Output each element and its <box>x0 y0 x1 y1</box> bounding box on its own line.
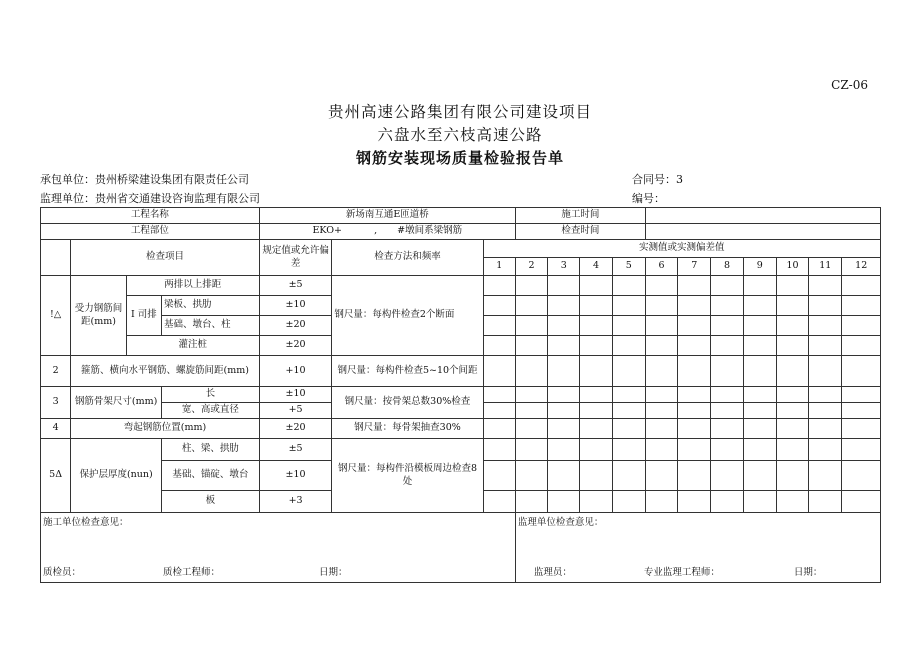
row1-item: 受力钢筋间距(mm) <box>71 276 126 356</box>
col-number: 12 <box>842 258 881 276</box>
measure-cell[interactable] <box>645 419 677 439</box>
date-right-label: 日期： <box>793 567 823 579</box>
measure-cell[interactable] <box>548 276 580 296</box>
measure-cell[interactable] <box>776 356 808 387</box>
method-header: 检查方法和频率 <box>332 240 483 276</box>
row1-sub: I 司排 <box>126 296 161 336</box>
row2-method: 钢尺量：每构件检查5~10个间距 <box>332 356 483 387</box>
measure-cell[interactable] <box>711 403 743 419</box>
measure-cell[interactable] <box>483 387 515 403</box>
measure-cell[interactable] <box>548 316 580 336</box>
measure-cell[interactable] <box>776 316 808 336</box>
row5-a-label: 柱、梁、拱肋 <box>161 439 259 461</box>
supervision-opinion-box[interactable] <box>515 513 880 583</box>
measure-cell[interactable] <box>776 491 808 513</box>
measure-cell[interactable] <box>776 419 808 439</box>
row4-method: 钢尺量：每骨架抽查30% <box>332 419 483 439</box>
measure-cell[interactable] <box>612 296 645 316</box>
supervision-unit: 监理单位：贵州省交通建设咨询监理有限公司 <box>40 192 260 205</box>
measure-cell[interactable] <box>743 461 776 491</box>
row5-c-label: 板 <box>161 491 259 513</box>
measure-cell[interactable] <box>548 419 580 439</box>
measure-cell[interactable] <box>776 403 808 419</box>
measure-cell[interactable] <box>809 296 842 316</box>
measure-cell[interactable] <box>612 439 645 461</box>
col-number: 1 <box>483 258 515 276</box>
measure-cell[interactable] <box>548 356 580 387</box>
measure-cell[interactable] <box>515 439 547 461</box>
measure-cell[interactable] <box>483 296 515 316</box>
measure-cell[interactable] <box>743 419 776 439</box>
measure-cell[interactable] <box>776 296 808 316</box>
measure-cell[interactable] <box>483 461 515 491</box>
measure-cell[interactable] <box>580 439 612 461</box>
measure-cell[interactable] <box>711 491 743 513</box>
measure-cell[interactable] <box>678 403 711 419</box>
title-form: 钢筋安装现场质量检验报告单 <box>355 149 564 167</box>
project-name-label: 工程名称 <box>41 208 260 224</box>
measure-cell[interactable] <box>743 296 776 316</box>
col-number: 6 <box>645 258 677 276</box>
measure-cell[interactable] <box>548 491 580 513</box>
measure-cell[interactable] <box>515 387 547 403</box>
measure-cell[interactable] <box>580 336 612 356</box>
measure-cell[interactable] <box>678 439 711 461</box>
row5-number: 5Δ <box>41 439 71 513</box>
measure-cell[interactable] <box>612 276 645 296</box>
measure-cell[interactable] <box>743 356 776 387</box>
measure-cell[interactable] <box>645 316 677 336</box>
measure-cell[interactable] <box>809 316 842 336</box>
measure-cell[interactable] <box>743 491 776 513</box>
row3-b-label: 宽、高或直径 <box>161 403 259 419</box>
measure-cell[interactable] <box>548 403 580 419</box>
check-time-label: 检查时间 <box>515 224 645 240</box>
measure-cell[interactable] <box>645 439 677 461</box>
measure-cell[interactable] <box>548 439 580 461</box>
measure-cell[interactable] <box>809 336 842 356</box>
measure-cell[interactable] <box>678 461 711 491</box>
measure-cell[interactable] <box>711 276 743 296</box>
measure-cell[interactable] <box>743 439 776 461</box>
measure-cell[interactable] <box>580 356 612 387</box>
measure-cell[interactable] <box>515 296 547 316</box>
measure-cell[interactable] <box>678 276 711 296</box>
measure-cell[interactable] <box>842 403 881 419</box>
measure-cell[interactable] <box>776 439 808 461</box>
row3-number: 3 <box>41 387 71 419</box>
row2-number: 2 <box>41 356 71 387</box>
measure-cell[interactable] <box>548 387 580 403</box>
row4-value: ±20 <box>259 419 332 439</box>
measure-cell[interactable] <box>515 336 547 356</box>
measure-cell[interactable] <box>711 336 743 356</box>
measure-cell[interactable] <box>743 336 776 356</box>
construction-opinion-label: 施工单位检查意见： <box>43 517 129 528</box>
measure-cell[interactable] <box>711 387 743 403</box>
measure-cell[interactable] <box>842 296 881 316</box>
measure-cell[interactable] <box>515 461 547 491</box>
measure-cell[interactable] <box>483 316 515 336</box>
measure-cell[interactable] <box>548 296 580 316</box>
special-engineer-label: 专业监理工程师： <box>643 567 720 579</box>
measure-cell[interactable] <box>483 356 515 387</box>
measure-cell[interactable] <box>645 276 677 296</box>
measure-cell[interactable] <box>743 387 776 403</box>
row2-item: 箍筋、横向水平钢筋、螺旋筋间距(mm) <box>71 356 260 387</box>
measure-cell[interactable] <box>612 491 645 513</box>
measure-cell[interactable] <box>842 491 881 513</box>
measure-cell[interactable] <box>548 336 580 356</box>
row5-b-label: 基础、锚碇、墩台 <box>161 461 259 491</box>
project-name-value: 新场南互通E匝道桥 <box>259 208 515 224</box>
measure-cell[interactable] <box>678 336 711 356</box>
measure-cell[interactable] <box>743 403 776 419</box>
col-number: 11 <box>809 258 842 276</box>
date-left-label: 日期： <box>319 567 348 579</box>
measure-cell[interactable] <box>743 276 776 296</box>
measure-cell[interactable] <box>842 356 881 387</box>
check-time-value[interactable] <box>645 224 880 240</box>
measure-cell[interactable] <box>515 276 547 296</box>
measure-cell[interactable] <box>515 491 547 513</box>
measure-cell[interactable] <box>842 336 881 356</box>
measure-cell[interactable] <box>678 316 711 336</box>
construction-opinion-box[interactable] <box>41 513 516 583</box>
measure-cell[interactable] <box>612 461 645 491</box>
measure-cell[interactable] <box>612 419 645 439</box>
measure-cell[interactable] <box>645 491 677 513</box>
measure-cell[interactable] <box>711 439 743 461</box>
col-number: 7 <box>678 258 711 276</box>
measure-cell[interactable] <box>645 403 677 419</box>
measure-cell[interactable] <box>515 356 547 387</box>
row3-method: 钢尺量：按骨架总数30%检查 <box>332 387 483 419</box>
title-project: 六盘水至六枝高速公路 <box>377 126 543 144</box>
measure-cell[interactable] <box>678 387 711 403</box>
measure-cell[interactable] <box>678 419 711 439</box>
row1-method: 钢尺量：每构件检查2个断面 <box>332 276 483 356</box>
col-number: 8 <box>711 258 743 276</box>
measure-cell[interactable] <box>515 419 547 439</box>
measure-cell[interactable] <box>580 491 612 513</box>
row4-item: 弯起钢筋位置(mm) <box>71 419 260 439</box>
row3-a-label: 长 <box>161 387 259 403</box>
measure-cell[interactable] <box>645 461 677 491</box>
measure-cell[interactable] <box>711 461 743 491</box>
measure-cell[interactable] <box>809 276 842 296</box>
col-number: 9 <box>743 258 776 276</box>
measure-cell[interactable] <box>842 276 881 296</box>
measure-cell[interactable] <box>776 461 808 491</box>
measure-cell[interactable] <box>776 276 808 296</box>
measure-cell[interactable] <box>842 316 881 336</box>
measure-cell[interactable] <box>711 356 743 387</box>
row1-a-label: 两排以上排距 <box>126 276 259 296</box>
measure-cell[interactable] <box>809 419 842 439</box>
measure-cell[interactable] <box>809 439 842 461</box>
measure-cell[interactable] <box>580 316 612 336</box>
measure-cell[interactable] <box>776 387 808 403</box>
measure-cell[interactable] <box>645 387 677 403</box>
measure-cell[interactable] <box>515 316 547 336</box>
construction-time-label: 施工时间 <box>515 208 645 224</box>
title-company: 贵州高速公路集团有限公司建设项目 <box>327 103 592 121</box>
row2-value: +10 <box>259 356 332 387</box>
measure-cell[interactable] <box>483 403 515 419</box>
measure-cell[interactable] <box>645 356 677 387</box>
measure-cell[interactable] <box>645 336 677 356</box>
measure-cell[interactable] <box>580 276 612 296</box>
measure-cell[interactable] <box>483 439 515 461</box>
serial-number: 编号： <box>632 192 665 205</box>
row5-method: 钢尺量：每构件沿模板周边检查8处 <box>332 439 483 513</box>
row3-b-value: +5 <box>259 403 332 419</box>
measure-cell[interactable] <box>842 419 881 439</box>
measure-cell[interactable] <box>743 316 776 336</box>
measured-header: 实测值或实测偏差值 <box>483 240 880 258</box>
row1-c-value: ±20 <box>259 316 332 336</box>
measure-cell[interactable] <box>842 439 881 461</box>
part-label: 工程部位 <box>41 224 260 240</box>
row5-c-value: +3 <box>259 491 332 513</box>
measure-cell[interactable] <box>548 461 580 491</box>
contract-number: 合同号：3 <box>632 173 683 186</box>
inspector-label: 质检员： <box>43 567 82 579</box>
row5-item: 保护层厚度(nun) <box>71 439 162 513</box>
measure-cell[interactable] <box>711 419 743 439</box>
measure-cell[interactable] <box>678 296 711 316</box>
measure-cell[interactable] <box>483 276 515 296</box>
supervisor-person-label: 监理员： <box>533 567 572 579</box>
measure-cell[interactable] <box>483 419 515 439</box>
row5-b-value: ±10 <box>259 461 332 491</box>
col-number: 5 <box>612 258 645 276</box>
row1-d-label: 灌注桩 <box>126 336 259 356</box>
row1-d-value: ±20 <box>259 336 332 356</box>
measure-cell[interactable] <box>580 387 612 403</box>
measure-cell[interactable] <box>580 296 612 316</box>
row1-b-label: 梁板、拱肋 <box>161 296 259 316</box>
item-header: 检查项目 <box>71 240 260 276</box>
measure-cell[interactable] <box>678 491 711 513</box>
measure-cell[interactable] <box>612 356 645 387</box>
measure-cell[interactable] <box>580 403 612 419</box>
measure-cell[interactable] <box>612 336 645 356</box>
col-number: 10 <box>776 258 808 276</box>
measure-cell[interactable] <box>809 356 842 387</box>
measure-cell[interactable] <box>842 387 881 403</box>
measure-cell[interactable] <box>612 316 645 336</box>
row3-item: 钢筋骨架尺寸(mm) <box>71 387 162 419</box>
row1-c-label: 基础、墩台、柱 <box>161 316 259 336</box>
col-number: 3 <box>548 258 580 276</box>
measure-cell[interactable] <box>645 296 677 316</box>
measure-cell[interactable] <box>711 316 743 336</box>
row1-number: !△ <box>41 276 71 356</box>
supervision-opinion-label: 监理单位检查意见： <box>517 517 604 528</box>
measure-cell[interactable] <box>809 491 842 513</box>
col-number: 4 <box>580 258 612 276</box>
measure-cell[interactable] <box>483 491 515 513</box>
measure-cell[interactable] <box>678 356 711 387</box>
part-value-c: #墩间系梁钢筋 <box>397 225 463 237</box>
measure-cell[interactable] <box>580 419 612 439</box>
measure-cell[interactable] <box>580 461 612 491</box>
row3-a-value: ±10 <box>259 387 332 403</box>
contractor-unit: 承包单位：贵州桥梁建设集团有限责任公司 <box>40 173 249 186</box>
measure-cell[interactable] <box>809 461 842 491</box>
col-number: 2 <box>515 258 547 276</box>
measure-cell[interactable] <box>483 336 515 356</box>
form-code: CZ-06 <box>831 78 868 92</box>
measure-cell[interactable] <box>776 336 808 356</box>
part-value-a: EKO+ <box>312 225 343 237</box>
measure-cell[interactable] <box>515 403 547 419</box>
measure-cell[interactable] <box>842 461 881 491</box>
row4-number: 4 <box>41 419 71 439</box>
measure-cell[interactable] <box>809 387 842 403</box>
qc-engineer-label: 质检工程师： <box>163 567 221 579</box>
measure-cell[interactable] <box>711 296 743 316</box>
row1-b-value: ±10 <box>259 296 332 316</box>
row5-a-value: ±5 <box>259 439 332 461</box>
no-header <box>41 240 71 276</box>
inspection-table <box>40 207 881 583</box>
measure-cell[interactable] <box>612 387 645 403</box>
measure-cell[interactable] <box>809 403 842 419</box>
row1-a-value: ±5 <box>259 276 332 296</box>
construction-time-value[interactable] <box>645 208 880 224</box>
part-value <box>259 224 515 240</box>
tolerance-header: 规定值或允许偏差 <box>259 240 332 276</box>
measure-cell[interactable] <box>612 403 645 419</box>
part-value-b: , <box>374 225 378 237</box>
